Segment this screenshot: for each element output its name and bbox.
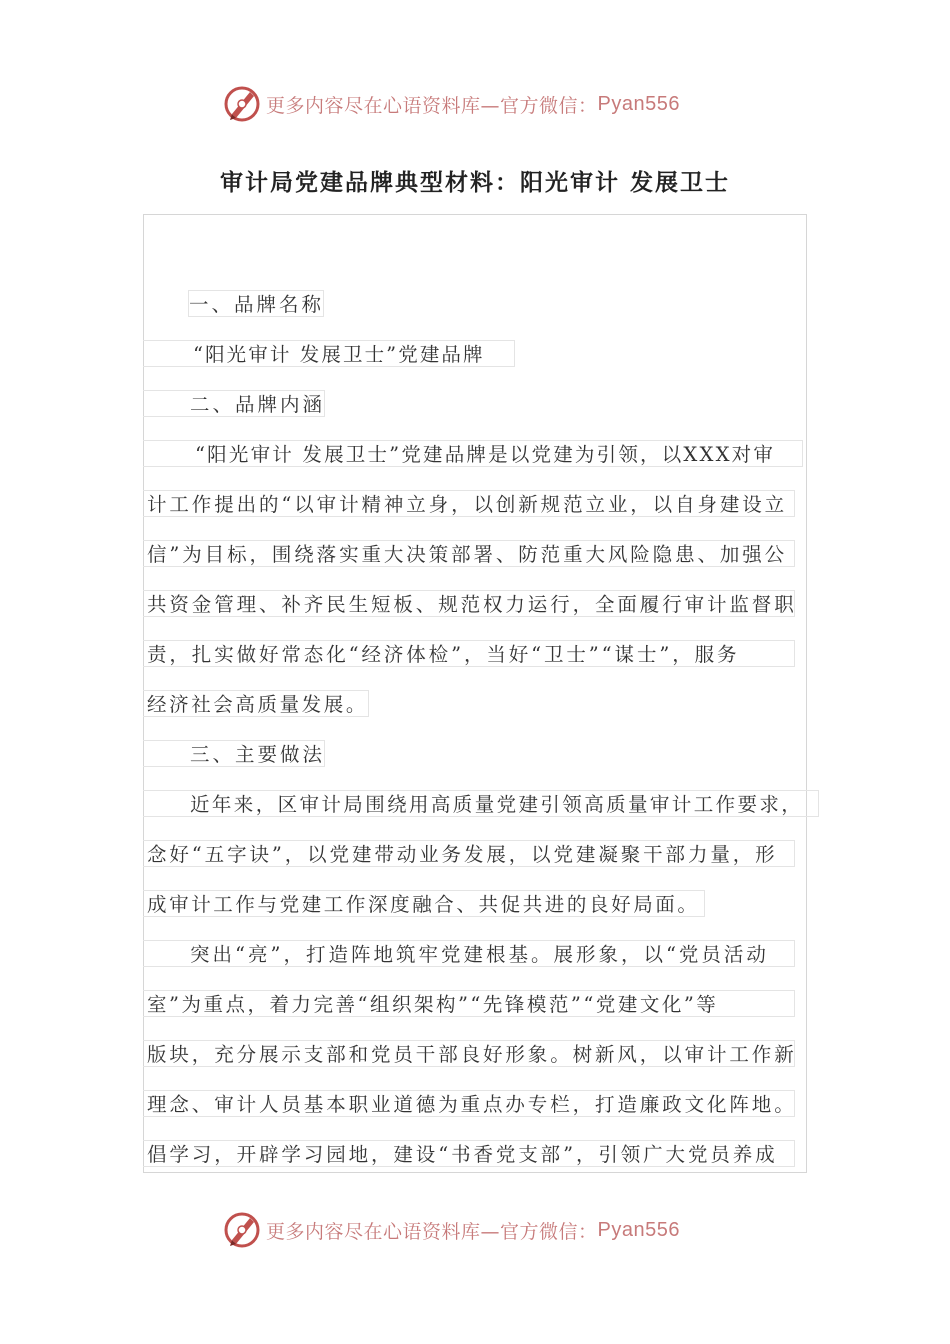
document-title: 审计局党建品牌典型材料：阳光审计 发展卫士 xyxy=(219,170,730,196)
footer-watermark-banner xyxy=(222,1210,680,1250)
paragraph-line: 版块，充分展示支部和党员干部良好形象。树新风，以审计工作新 xyxy=(143,1040,795,1067)
paragraph-line: 责，扎实做好常态化“经济体检”，当好“卫士”“谋士”，服务 xyxy=(143,640,795,667)
section-heading-1: 一、品牌名称 xyxy=(188,290,324,317)
section-heading-2: 二、品牌内涵 xyxy=(143,390,325,417)
paragraph-line: “阳光审计 发展卫士”党建品牌是以党建为引领，以XXX对审 xyxy=(143,440,803,467)
paragraph-line: 经济社会高质量发展。 xyxy=(143,690,369,717)
paragraph-line: 理念、审计人员基本职业道德为重点办专栏，打造廉政文化阵地。 xyxy=(143,1090,795,1117)
pen-logo-icon xyxy=(222,1210,262,1250)
paragraph-line: 信”为目标，围绕落实重大决策部署、防范重大风险隐患、加强公 xyxy=(143,540,795,567)
paragraph-line: 共资金管理、补齐民生短板、规范权力运行，全面履行审计监督职 xyxy=(143,590,795,617)
paragraph-line: “阳光审计 发展卫士”党建品牌 xyxy=(143,340,515,367)
paragraph-line: 倡学习，开辟学习园地，建设“书香党支部”，引领广大党员养成 xyxy=(143,1140,795,1167)
wechat-id: Pyan556 xyxy=(597,1218,680,1241)
pen-logo-icon xyxy=(222,84,262,124)
paragraph-line: 计工作提出的“以审计精神立身，以创新规范立业，以自身建设立 xyxy=(143,490,795,517)
paragraph-line: 念好“五字诀”，以党建带动业务发展，以党建凝聚干部力量，形 xyxy=(143,840,795,867)
banner-text: 更多内容尽在心语资料库—官方微信： xyxy=(266,1220,598,1243)
wechat-id: Pyan556 xyxy=(597,92,680,115)
header-watermark-banner xyxy=(222,84,680,124)
paragraph-line: 突出“亮”，打造阵地筑牢党建根基。展形象，以“党员活动 xyxy=(143,940,795,967)
section-heading-3: 三、主要做法 xyxy=(143,740,325,767)
banner-text: 更多内容尽在心语资料库—官方微信： xyxy=(266,94,598,117)
paragraph-line: 成审计工作与党建工作深度融合、共促共进的良好局面。 xyxy=(143,890,705,917)
paragraph-line: 近年来，区审计局围绕用高质量党建引领高质量审计工作要求， xyxy=(143,790,819,817)
paragraph-line: 室”为重点，着力完善“组织架构”“先锋模范”“党建文化”等 xyxy=(143,990,795,1017)
